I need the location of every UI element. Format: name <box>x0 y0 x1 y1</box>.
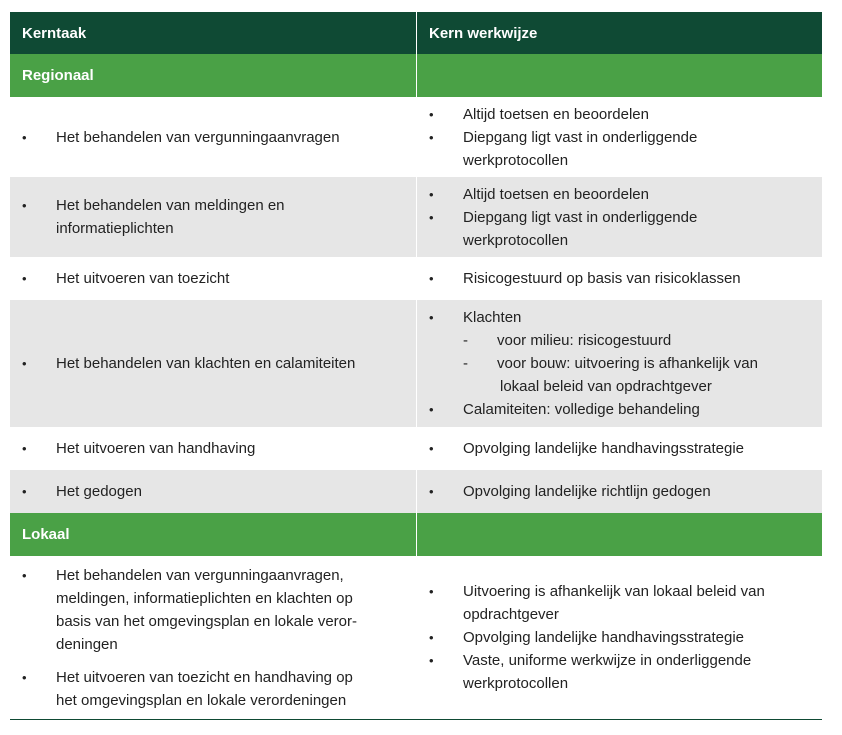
method-text: • Altijd toetsen en beoordelen <box>463 103 808 126</box>
table-row <box>10 427 822 470</box>
task-text: • Het uitvoeren van toezicht <box>56 267 402 290</box>
task-text: • Het gedogen <box>56 480 402 503</box>
method-text: • Altijd toetsen en beoordelen <box>463 183 808 206</box>
section-lokaal <box>10 513 822 556</box>
method-text: werkprotocollen <box>463 231 569 249</box>
table-row <box>10 300 822 427</box>
method-text: • Calamiteiten: volledige behandeling <box>463 398 808 421</box>
method-text: • Opvolging landelijke richtlijn gedogen <box>463 480 808 503</box>
method-text: werkprotocollen <box>463 675 569 692</box>
method-text: • Vaste, uniforme werkwijze in onderliggende <box>463 649 808 672</box>
method-subitem: - voor milieu: risicogestuurd <box>463 329 808 352</box>
header-kern-werkwijze: Kern werkwijze <box>416 12 822 54</box>
method-text: • Uitvoering is afhankelijk van lokaal beleid van <box>463 580 808 603</box>
table-row <box>10 556 822 719</box>
table-row <box>10 257 822 300</box>
method-text: • Risicogestuurd op basis van risicoklassen <box>463 267 808 290</box>
task-text: meldingen, informatieplichten en klachten op <box>56 589 353 607</box>
task-text: • Het behandelen van vergunningaanvragen <box>56 126 402 149</box>
header-kerntaak: Kerntaak <box>22 24 87 42</box>
table-bottom-rule <box>10 719 822 720</box>
method-text: • Diepgang ligt vast in onderliggende <box>463 206 808 229</box>
method-text: opdrachtgever <box>463 606 559 623</box>
method-subitem-cont: lokaal beleid van opdrachtgever <box>500 378 712 395</box>
method-text: • Opvolging landelijke handhavingsstrategie <box>463 626 808 649</box>
table-row <box>10 97 822 177</box>
task-text: • Het behandelen van klachten en calamiteiten <box>56 352 402 375</box>
section-label: Lokaal <box>22 526 70 543</box>
section-label: Regionaal <box>22 67 94 84</box>
task-text: • Het behandelen van meldingen en <box>56 194 402 217</box>
werkwijze-table <box>10 12 822 719</box>
method-text: • Klachten <box>463 306 808 329</box>
task-text: het omgevingsplan en lokale verordeningen <box>56 691 347 709</box>
section-regionaal <box>10 54 822 97</box>
task-text: • Het uitvoeren van toezicht en handhaving op <box>56 666 402 689</box>
method-text: • Diepgang ligt vast in onderliggende <box>463 126 808 149</box>
table-header <box>10 12 822 54</box>
task-text: • Het behandelen van vergunningaanvragen, <box>56 564 402 587</box>
table-row <box>10 177 822 257</box>
table-row <box>10 470 822 513</box>
method-subitem: - voor bouw: uitvoering is afhankelijk van <box>463 352 808 375</box>
task-text: informatieplichten <box>56 220 174 237</box>
method-text: werkprotocollen <box>463 151 569 169</box>
task-text: • Het uitvoeren van handhaving <box>56 437 402 460</box>
method-text: • Opvolging landelijke handhavingsstrategie <box>463 437 808 460</box>
task-text: deningen <box>56 635 118 653</box>
task-text: basis van het omgevingsplan en lokale veror- <box>56 612 358 630</box>
